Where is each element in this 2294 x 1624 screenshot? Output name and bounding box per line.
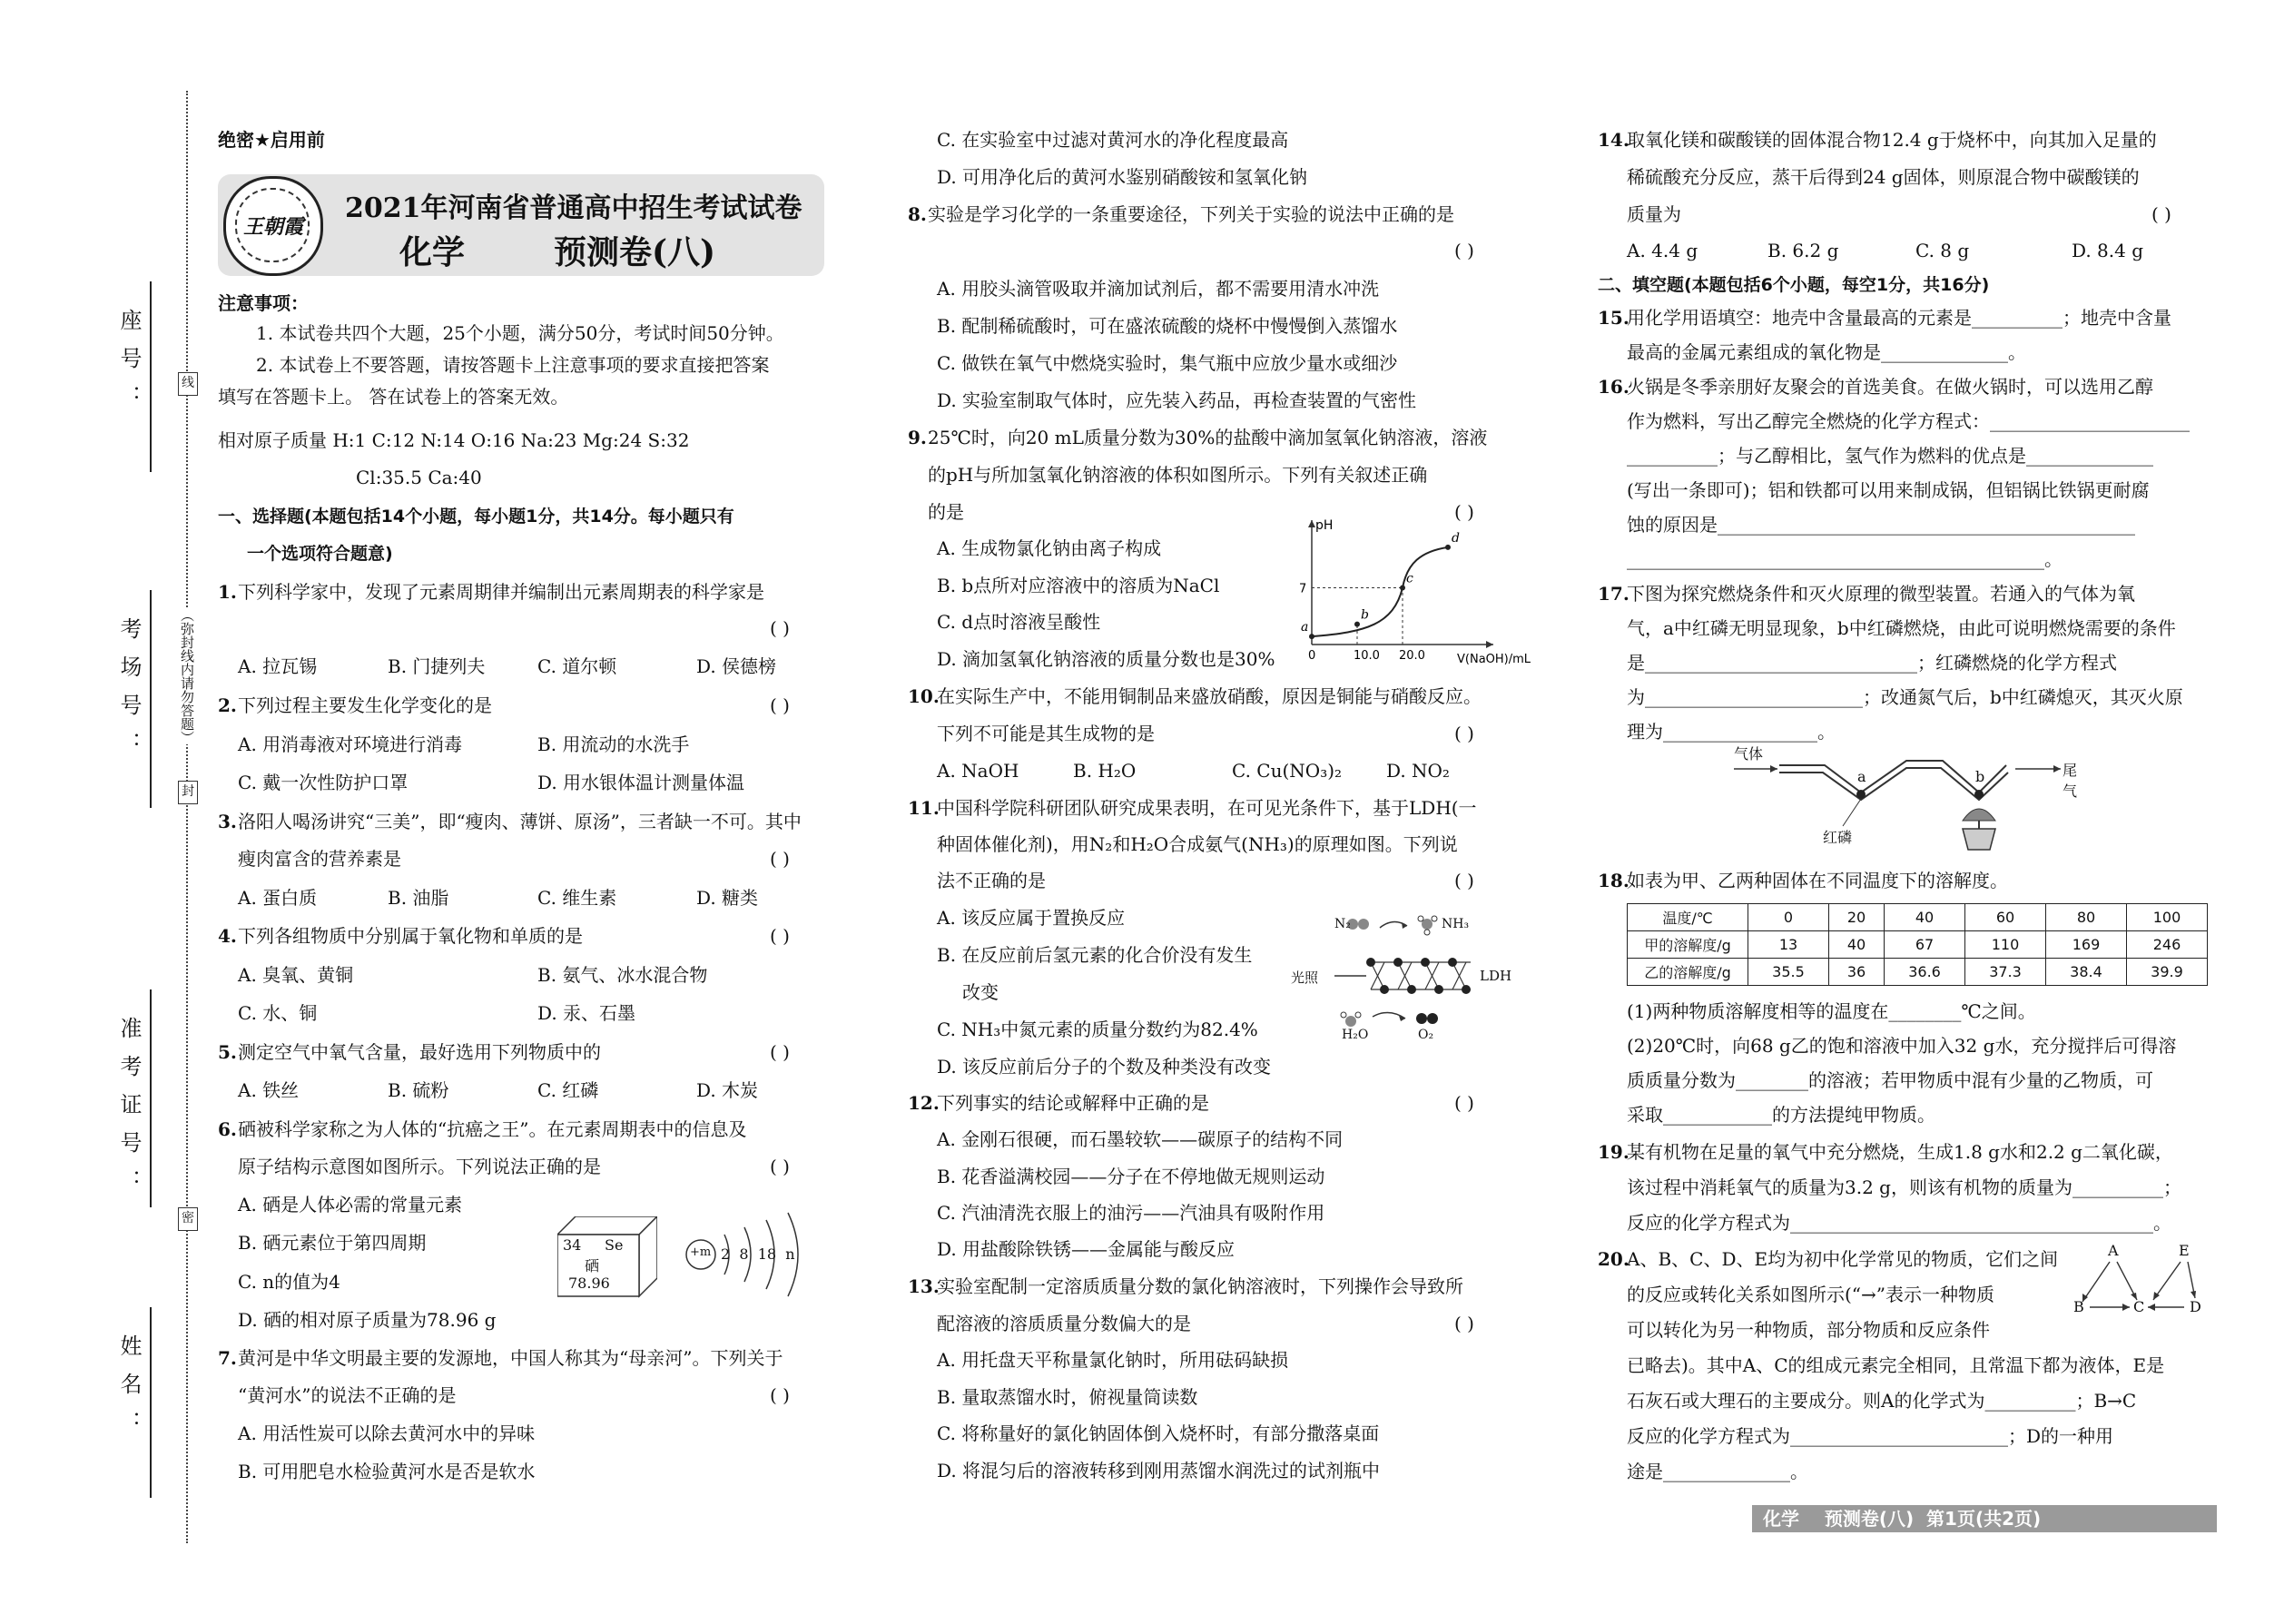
subject-title: 化学 xyxy=(399,233,466,271)
nh3-label: NH₃ xyxy=(1442,917,1470,931)
q20-line-6: 反应的化学方程式为________________________；D的一种用 xyxy=(1627,1425,2114,1447)
q18-sub-2c: 采取____________的方法提纯甲物质。 xyxy=(1627,1104,1935,1126)
q16-line-2: 作为燃料，写出乙醇完全燃烧的化学方程式：______________________ xyxy=(1627,410,2190,432)
table-cell: 169 xyxy=(2046,931,2127,959)
q7-text-2: “黄河水”的说法不正确的是 xyxy=(238,1384,457,1406)
q1-option-d[interactable]: D. 侯德榜 xyxy=(696,655,777,677)
o2-label: O₂ xyxy=(1418,1028,1434,1042)
q1-option-c[interactable]: C. 道尔顿 xyxy=(537,655,617,677)
table-cell: 80 xyxy=(2046,904,2127,931)
q11-text: 中国科学院科研团队研究成果表明，在可见光条件下，基于LDH(一 xyxy=(937,797,1477,819)
q13-answer-paren: ( ) xyxy=(1454,1313,1474,1334)
node-b: B xyxy=(2073,1298,2084,1315)
q5-option-b[interactable]: B. 硫粉 xyxy=(388,1079,449,1101)
light-label: 光照 xyxy=(1291,969,1319,986)
q12-text: 下列事实的结论或解释中正确的是 xyxy=(937,1092,1209,1114)
seal-mark-mi: 密 xyxy=(178,1207,198,1231)
ph-curve xyxy=(1312,547,1448,636)
q13-text-2: 配溶液的溶质质量分数偏大的是 xyxy=(937,1313,1191,1334)
table-cell: 100 xyxy=(2126,904,2207,931)
data-point xyxy=(1354,622,1360,627)
notice-title: 注意事项： xyxy=(218,292,309,314)
q20-line-7: 途是______________。 xyxy=(1627,1461,1808,1482)
table-cell: 乙的溶解度/g xyxy=(1628,959,1748,986)
atomic-mass-1: 相对原子质量 H:1 C:12 N:14 O:16 Na:23 Mg:24 S:32 xyxy=(218,429,690,451)
q16-line-4: (写出一条即可)；铝和铁都可以用来制成锅，但铝锅比铁锅更耐腐 xyxy=(1627,479,2150,501)
q10-answer-paren: ( ) xyxy=(1454,723,1474,744)
q10-option-d[interactable]: D. NO₂ xyxy=(1386,760,1450,782)
q20-line-2: 的反应或转化关系如图所示(“→”表示一种物质 xyxy=(1627,1284,1995,1305)
q12-option-c[interactable]: C. 汽油清洗衣服上的油污——汽油具有吸附作用 xyxy=(937,1202,1325,1224)
shell-electrons: 2 8 18 n xyxy=(721,1245,795,1263)
seal-mark-feng: 封 xyxy=(178,781,198,804)
table-cell: 甲的溶解度/g xyxy=(1628,931,1748,959)
q10-option-b[interactable]: B. H₂O xyxy=(1073,760,1137,782)
q9-answer-paren: ( ) xyxy=(1454,501,1474,523)
dotted-seal-line xyxy=(186,91,188,1543)
n2-label: N₂ xyxy=(1334,917,1351,931)
q2-option-d[interactable]: D. 用水银体温计测量体温 xyxy=(537,772,745,793)
h2o-label: H₂O xyxy=(1342,1028,1369,1042)
q14-number: 14. xyxy=(1598,129,1629,151)
q13-option-d[interactable]: D. 将混匀后的溶液转移到刚用蒸馏水润洗过的试剂瓶中 xyxy=(937,1460,1381,1481)
q2-option-c[interactable]: C. 戴一次性防护口罩 xyxy=(238,772,409,793)
atomic-mass-2: Cl:35.5 Ca:40 xyxy=(356,467,482,488)
q4-option-a[interactable]: A. 臭氧、黄铜 xyxy=(238,964,354,986)
node-e: E xyxy=(2179,1242,2190,1259)
q9-text-3: 的是 xyxy=(928,501,964,523)
table-cell: 0 xyxy=(1748,904,1829,931)
x-axis-label: V(NaOH)/mL xyxy=(1457,653,1531,666)
q7-option-b[interactable]: B. 可用肥皂水检验黄河水是否是软水 xyxy=(238,1461,536,1482)
q5-answer-paren: ( ) xyxy=(770,1041,790,1063)
q20-line-3: 可以转化为另一种物质，部分物质和反应条件 xyxy=(1627,1319,1990,1341)
q19-line-3: 反应的化学方程式为________________________________________。 xyxy=(1627,1212,2171,1234)
q18-sub-2b: 质质量分数为________的溶液；若甲物质中混有少量的乙物质，可 xyxy=(1627,1069,2153,1091)
brand-seal-text: 王朝霞 xyxy=(242,215,303,239)
q18-text: 如表为甲、乙两种固体在不同温度下的溶解度。 xyxy=(1627,870,2008,891)
q13-number: 13. xyxy=(908,1275,940,1297)
q9-option-c[interactable]: C. d点时溶液呈酸性 xyxy=(937,611,1101,633)
q8-option-c[interactable]: C. 做铁在氧气中燃烧实验时，集气瓶中应放少量水或细沙 xyxy=(937,352,1398,374)
table-cell: 36 xyxy=(1828,959,1884,986)
ldh-label: LDH xyxy=(1480,968,1512,984)
substance-relation-diagram xyxy=(2070,1242,2206,1324)
q6-option-c[interactable]: C. n的值为4 xyxy=(238,1271,340,1293)
q4-option-c[interactable]: C. 水、铜 xyxy=(238,1002,318,1024)
q10-text-2: 下列不可能是其生成物的是 xyxy=(937,723,1155,744)
q7-option-a[interactable]: A. 用活性炭可以除去黄河水中的异味 xyxy=(238,1422,536,1444)
q5-option-c[interactable]: C. 红磷 xyxy=(537,1079,599,1101)
q1-answer-paren: ( ) xyxy=(770,617,790,639)
data-point xyxy=(1445,545,1451,550)
q15-line-2: 最高的金属元素组成的氧化物是______________。 xyxy=(1627,341,2026,363)
q8-option-a[interactable]: A. 用胶头滴管吸取并滴加试剂后，都不需要用清水冲洗 xyxy=(937,278,1380,300)
name-label: 姓名： xyxy=(116,1334,142,1449)
notice-item-2b: 填写在答题卡上。 答在试卷上的答案无效。 xyxy=(218,386,569,408)
seal-mark-line: 线 xyxy=(178,372,198,396)
q7-option-c[interactable]: C. 在实验室中过滤对黄河水的净化程度最高 xyxy=(937,129,1289,151)
q6-option-d[interactable]: D. 硒的相对原子质量为78.96 g xyxy=(238,1309,497,1331)
combustion-apparatus xyxy=(1725,743,2088,865)
q9-option-b[interactable]: B. b点所对应溶液中的溶质为NaCl xyxy=(937,575,1220,596)
q14-option-a[interactable]: A. 4.4 g xyxy=(1627,240,1698,261)
q8-option-d[interactable]: D. 实验室制取气体时，应先装入药品，再检查装置的气密性 xyxy=(937,389,1417,411)
q16-line-1: 火锅是冬季亲朋好友聚会的首选美食。在做火锅时，可以选用乙醇 xyxy=(1627,376,2153,398)
q10-option-c[interactable]: C. Cu(NO₃)₂ xyxy=(1232,760,1343,782)
page-footer: 化学 预测卷(八) 第1页(共2页) xyxy=(1752,1505,2217,1532)
q18-sub-2a: (2)20℃时，向68 g乙的饱和溶液中加入32 g水，充分搅拌后可得溶 xyxy=(1627,1035,2177,1057)
q14-text-2: 稀硫酸充分反应，蒸干后得到24 g固体，则原混合物中碳酸镁的 xyxy=(1627,166,2140,188)
q14-option-d[interactable]: D. 8.4 g xyxy=(2072,240,2144,261)
table-cell: 67 xyxy=(1885,931,1965,959)
q8-answer-paren: ( ) xyxy=(1454,240,1474,261)
table-row xyxy=(1628,904,2208,931)
q1-text: 下列科学家中，发现了元素周期律并编制出元素周期表的科学家是 xyxy=(238,581,764,603)
x-tick-label: 0 xyxy=(1308,649,1316,663)
q10-number: 10. xyxy=(908,685,940,707)
y-tick-label: 7 xyxy=(1299,582,1307,596)
q12-answer-paren: ( ) xyxy=(1454,1092,1474,1114)
q8-option-b[interactable]: B. 配制稀硫酸时，可在盛浓硫酸的烧杯中慢慢倒入蒸馏水 xyxy=(937,315,1398,337)
q12-option-b[interactable]: B. 花香溢满校园——分子在不停地做无规则运动 xyxy=(937,1166,1325,1187)
q3-option-b[interactable]: B. 油脂 xyxy=(388,887,449,909)
q9-text: 25℃时，向20 mL质量分数为30%的盐酸中滴加氢氧化钠溶液，溶液 xyxy=(928,427,1488,448)
q8-number: 8. xyxy=(908,203,927,225)
q11-option-b-2: 改变 xyxy=(962,981,999,1003)
cell-symbol: Se xyxy=(605,1236,624,1254)
table-row xyxy=(1628,931,2208,959)
notice-item-2a: 2. 本试卷上不要答题，请按答题卡上注意事项的要求直接把答案 xyxy=(256,354,770,376)
q17-line-5: 理为_________________。 xyxy=(1627,721,1836,743)
selenium-element-cell xyxy=(557,1216,657,1298)
q15-number: 15. xyxy=(1598,307,1629,329)
q6-answer-paren: ( ) xyxy=(770,1156,790,1177)
section1-title: 一、选择题(本题包括14个小题，每小题1分，共14分。每小题只有 xyxy=(218,507,734,527)
q3-option-d[interactable]: D. 糖类 xyxy=(696,887,759,909)
q13-option-a[interactable]: A. 用托盘天平称量氯化钠时，所用砝码缺损 xyxy=(937,1349,1289,1371)
q7-answer-paren: ( ) xyxy=(770,1384,790,1406)
q3-option-a[interactable]: A. 蛋白质 xyxy=(238,887,318,909)
q10-option-a[interactable]: A. NaOH xyxy=(937,760,1019,782)
room-no-label: 考场号： xyxy=(116,617,142,770)
x-axis-arrow xyxy=(1486,641,1493,648)
q15-line-1: 用化学用语填空：地壳中含量最高的元素是__________；地壳中含量 xyxy=(1627,307,2171,329)
x-tick-label: 20.0 xyxy=(1399,649,1425,663)
q20-line-4: 已略去)。其中A、C的组成元素完全相同，且常温下都为液体，E是 xyxy=(1627,1354,2165,1376)
table-cell: 37.3 xyxy=(1965,959,2046,986)
q11-text-3: 法不正确的是 xyxy=(937,870,1046,891)
selenium-atom-diagram xyxy=(681,1207,817,1298)
q2-number: 2. xyxy=(218,694,237,716)
gas-inlet-label: 气体 xyxy=(1734,745,1764,763)
q4-answer-paren: ( ) xyxy=(770,925,790,947)
q9-option-d[interactable]: D. 滴加氢氧化钠溶液的质量分数也是30% xyxy=(937,648,1275,670)
q2-answer-paren: ( ) xyxy=(770,694,790,716)
nucleus-label: +m xyxy=(690,1245,712,1259)
q13-text: 实验室配制一定溶质质量分数的氯化钠溶液时，下列操作会导致所 xyxy=(937,1275,1463,1297)
q7-option-d[interactable]: D. 可用净化后的黄河水鉴别硝酸铵和氢氧化钠 xyxy=(937,166,1308,188)
binding-margin xyxy=(0,0,200,1624)
q17-line-2: 气，a中红磷无明显现象，b中红磷燃烧，由此可说明燃烧需要的条件 xyxy=(1627,617,2176,639)
seat-no-line xyxy=(150,281,152,472)
q5-text: 测定空气中氧气含量，最好选用下列物质中的 xyxy=(238,1041,601,1063)
q3-number: 3. xyxy=(218,811,237,832)
node-a: A xyxy=(2108,1242,2119,1259)
q2-option-a[interactable]: A. 用消毒液对环境进行消毒 xyxy=(238,733,463,755)
q4-option-d[interactable]: D. 汞、石墨 xyxy=(537,1002,636,1024)
q9-option-a[interactable]: A. 生成物氯化钠由离子构成 xyxy=(937,537,1162,559)
table-cell: 36.6 xyxy=(1885,959,1965,986)
notice-item-1: 1. 本试卷共四个大题，25个小题，满分50分，考试时间50分钟。 xyxy=(256,322,784,344)
tail-gas-label: 尾气 xyxy=(2063,762,2078,800)
q17-line-4: 为________________________；改通氮气后，b中红磷熄灭，其灭火原 xyxy=(1627,686,2183,708)
name-line xyxy=(150,1307,152,1498)
cell-element-name: 硒 xyxy=(585,1257,600,1275)
q4-text: 下列各组物质中分别属于氧化物和单质的是 xyxy=(238,925,583,947)
q14-option-b[interactable]: B. 6.2 g xyxy=(1767,240,1839,261)
q7-number: 7. xyxy=(218,1347,237,1369)
q5-option-a[interactable]: A. 铁丝 xyxy=(238,1079,300,1101)
q17-number: 17. xyxy=(1598,583,1629,605)
x-tick-label: 10.0 xyxy=(1354,649,1380,663)
table-cell: 13 xyxy=(1748,931,1829,959)
q14-answer-paren: ( ) xyxy=(2151,203,2171,225)
q19-number: 19. xyxy=(1598,1141,1629,1163)
q19-line-2: 该过程中消耗氧气的质量为3.2 g，则该有机物的质量为__________； xyxy=(1627,1176,2181,1198)
table-cell: 20 xyxy=(1828,904,1884,931)
y-axis-label: pH xyxy=(1315,518,1334,533)
q9-number: 9. xyxy=(908,427,927,448)
q17-line-3: 是______________________________；红磷燃烧的化学方程式 xyxy=(1627,652,2117,674)
q13-option-c[interactable]: C. 将称量好的氯化钠固体倒入烧杯时，有部分撒落桌面 xyxy=(937,1422,1380,1444)
admission-no-line xyxy=(150,989,152,1207)
point-label: c xyxy=(1406,571,1413,586)
q10-text: 在实际生产中，不能用铜制品来盛放硝酸，原因是铜能与硝酸反应。 xyxy=(937,685,1482,707)
table-cell: 39.9 xyxy=(2126,959,2207,986)
node-d: D xyxy=(2190,1298,2201,1315)
q18-number: 18. xyxy=(1598,870,1629,891)
q20-line-5: 石灰石或大理石的主要成分。则A的化学式为__________；B→C xyxy=(1627,1390,2137,1412)
q12-option-a[interactable]: A. 金刚石很硬，而石墨较软——碳原子的结构不同 xyxy=(937,1128,1344,1150)
exam-title: 2021年河南省普通高中招生考试试卷 xyxy=(345,192,802,224)
q16-line-3: __________；与乙醇相比，氢气作为燃料的优点是______________ xyxy=(1627,445,2153,467)
solubility-table xyxy=(1627,903,2208,986)
q5-option-d[interactable]: D. 木炭 xyxy=(696,1079,759,1101)
table-cell: 40 xyxy=(1828,931,1884,959)
admission-no-label: 准考证号： xyxy=(116,1017,142,1207)
q6-text: 硒被科学家称之为人体的“抗癌之王”。在元素周期表中的信息及 xyxy=(238,1118,747,1140)
q11-option-a[interactable]: A. 该反应属于置换反应 xyxy=(937,907,1126,929)
room-no-line xyxy=(150,590,152,808)
point-label: b xyxy=(1361,607,1369,623)
q16-line-5: 蚀的原因是______________________________________________ xyxy=(1627,514,2135,536)
q11-option-d[interactable]: D. 该反应前后分子的个数及种类没有改变 xyxy=(937,1056,1272,1078)
secret-label: 绝密★启用前 xyxy=(218,129,325,151)
point-label: d xyxy=(1452,530,1460,546)
q3-answer-paren: ( ) xyxy=(770,848,790,870)
ammonia-synthesis-diagram xyxy=(1289,908,1534,1044)
ph-titration-chart xyxy=(1289,517,1534,667)
point-b-label: b xyxy=(1975,768,1985,785)
q1-option-a[interactable]: A. 拉瓦锡 xyxy=(238,655,318,677)
q16-number: 16. xyxy=(1598,376,1629,398)
seat-no-label: 座号： xyxy=(116,309,142,423)
seal-note: （弥封线内请勿答题） xyxy=(179,608,195,744)
q13-option-b[interactable]: B. 量取蒸馏水时，俯视量筒读数 xyxy=(937,1386,1198,1408)
brand-seal-logo xyxy=(223,176,323,276)
table-cell: 110 xyxy=(1965,931,2046,959)
y-axis-arrow xyxy=(1308,520,1315,527)
q20-line-1: A、B、C、D、E均为初中化学常见的物质，它们之间 xyxy=(1627,1248,2059,1270)
q17-line-1: 下图为探究燃烧条件和灭火原理的微型装置。若通入的气体为氧 xyxy=(1627,583,2135,605)
q12-number: 12. xyxy=(908,1092,940,1114)
q4-option-b[interactable]: B. 氨气、冰水混合物 xyxy=(537,964,708,986)
q6-text-2: 原子结构示意图如图所示。下列说法正确的是 xyxy=(238,1156,601,1177)
q9-text-2: 的pH与所加氢氧化钠溶液的体积如图所示。下列有关叙述正确 xyxy=(928,464,1428,486)
v-tube xyxy=(1725,743,2088,865)
q4-number: 4. xyxy=(218,925,237,947)
q14-text: 取氧化镁和碳酸镁的固体混合物12.4 g于烧杯中，向其加入足量的 xyxy=(1627,129,2157,151)
q6-number: 6. xyxy=(218,1118,237,1140)
q14-option-c[interactable]: C. 8 g xyxy=(1915,240,1970,261)
node-c: C xyxy=(2133,1298,2145,1315)
q11-option-b[interactable]: B. 在反应前后氢元素的化合价没有发生 xyxy=(937,944,1253,966)
q6-option-a[interactable]: A. 硒是人体必需的常量元素 xyxy=(238,1194,463,1216)
q3-text: 洛阳人喝汤讲究“三美”，即“瘦肉、薄饼、原汤”，三者缺一不可。其中 xyxy=(238,811,802,832)
q1-option-b[interactable]: B. 门捷列夫 xyxy=(388,655,486,677)
section1-title-2: 一个选项符合题意) xyxy=(247,544,393,564)
table-cell: 60 xyxy=(1965,904,2046,931)
table-cell: 40 xyxy=(1885,904,1965,931)
q11-text-2: 种固体催化剂)，用N₂和H₂O合成氨气(NH₃)的原理如图。下列说 xyxy=(937,833,1458,855)
q3-text-2: 瘦肉富含的营养素是 xyxy=(238,848,401,870)
table-cell: 温度/℃ xyxy=(1628,904,1748,931)
q11-answer-paren: ( ) xyxy=(1454,870,1474,891)
q7-text: 黄河是中华文明最主要的发源地，中国人称其为“母亲河”。下列关于 xyxy=(238,1347,783,1369)
paper-title: 预测卷(八) xyxy=(554,233,716,271)
point-label: a xyxy=(1301,620,1309,635)
table-row xyxy=(1628,959,2208,986)
q3-option-c[interactable]: C. 维生素 xyxy=(537,887,617,909)
data-point xyxy=(1400,586,1405,591)
cell-atomic-mass: 78.96 xyxy=(568,1275,610,1292)
q12-option-d[interactable]: D. 用盐酸除铁锈——金属能与酸反应 xyxy=(937,1238,1236,1260)
q16-line-6: ______________________________________________。 xyxy=(1627,548,2063,570)
red-phosphorus-label: 红磷 xyxy=(1823,829,1853,846)
q5-number: 5. xyxy=(218,1041,237,1063)
q18-sub-1: (1)两种物质溶解度相等的温度在________℃之间。 xyxy=(1627,1000,2036,1022)
q6-option-b[interactable]: B. 硒元素位于第四周期 xyxy=(238,1232,427,1254)
q2-text: 下列过程主要发生化学变化的是 xyxy=(238,694,492,716)
q11-number: 11. xyxy=(908,797,940,819)
title-banner xyxy=(218,174,824,276)
point-a-label: a xyxy=(1857,768,1866,785)
q20-number: 20. xyxy=(1598,1248,1629,1270)
q2-option-b[interactable]: B. 用流动的水洗手 xyxy=(537,733,690,755)
cell-atomic-number: 34 xyxy=(563,1236,582,1254)
q19-line-1: 某有机物在足量的氧气中充分燃烧，生成1.8 g水和2.2 g二氧化碳， xyxy=(1627,1141,2173,1163)
table-cell: 35.5 xyxy=(1748,959,1829,986)
q11-option-c[interactable]: C. NH₃中氮元素的质量分数约为82.4% xyxy=(937,1019,1258,1040)
q14-text-3: 质量为 xyxy=(1627,203,1681,225)
section2-title: 二、填空题(本题包括6个小题，每空1分，共16分) xyxy=(1598,275,1990,295)
table-cell: 38.4 xyxy=(2046,959,2127,986)
q1-number: 1. xyxy=(218,581,237,603)
data-point xyxy=(1309,634,1314,639)
q8-text: 实验是学习化学的一条重要途径，下列关于实验的说法中正确的是 xyxy=(928,203,1454,225)
table-cell: 246 xyxy=(2126,931,2207,959)
